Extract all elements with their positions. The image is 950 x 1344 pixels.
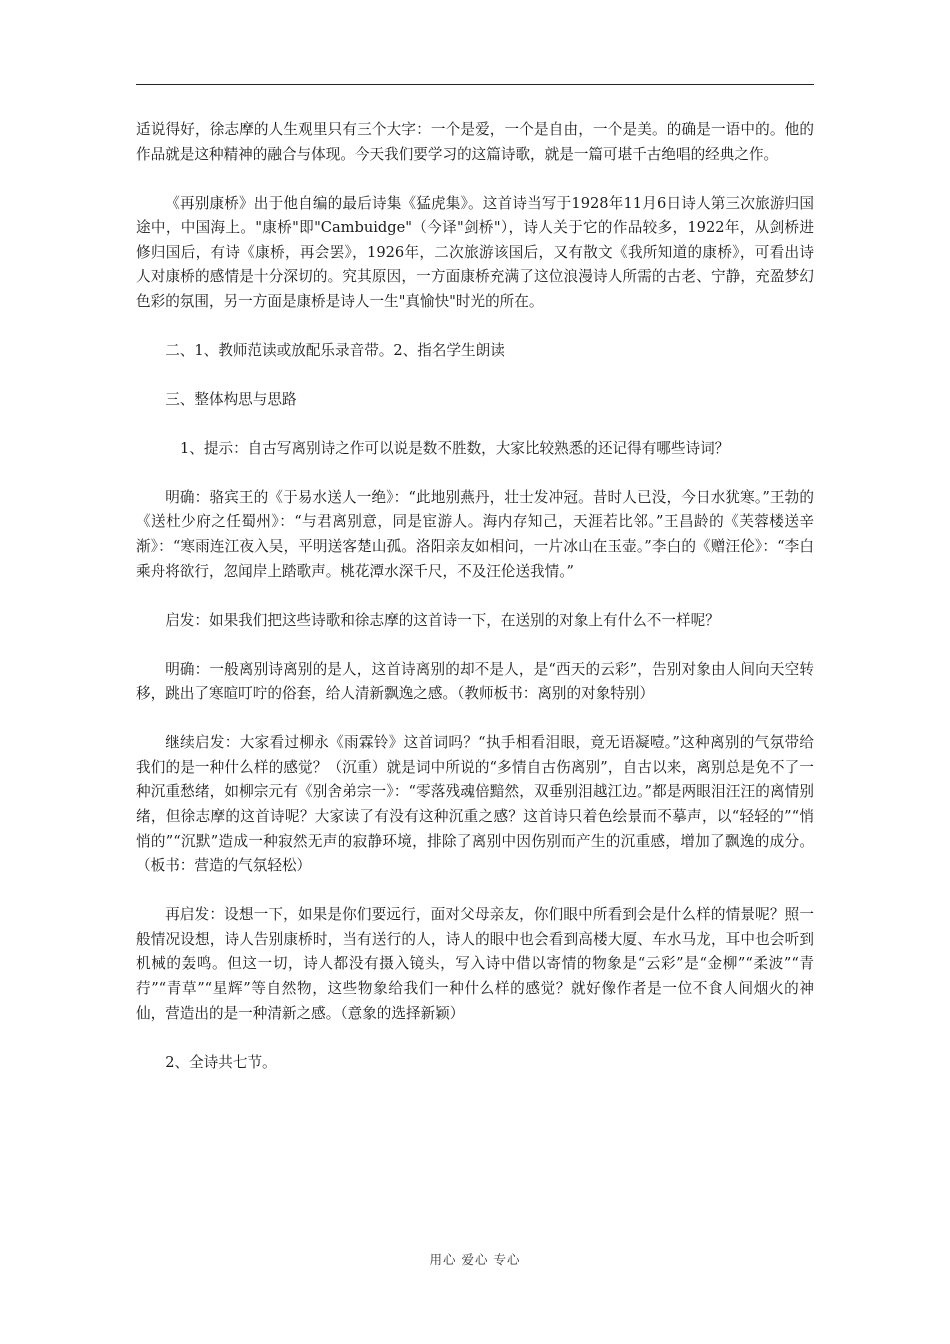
paragraph-continue-inspire: 继续启发：大家看过柳永《雨霖铃》这首词吗？“执手相看泪眼，竟无语凝噎。”这种离别的气氛带给我们的是一种什么样的感觉？（沉重）就是词中所说的“多情自古伤离别”，自古以来，离别总是免不了一种沉重愁绪，如柳宗元有《别舍弟宗一》：“零落残魂倍黯然，双垂别泪越江边。”都是两眼泪汪汪的离情别绪，但徐志摩的这首诗呢？大家读了有没有这种沉重之感？这首诗只着色绘景而不摹声，以“轻轻的”“悄悄的”“沉默”造成一种寂然无声的寂静环境，排除了离别中因伤别而产生的沉重感，增加了飘逸的成分。（板书：营造的气氛轻松） — [136, 734, 814, 875]
paragraph-seven-sections: 2、全诗共七节。 — [165, 1053, 277, 1071]
paragraph-inspire-again: 再启发：设想一下，如果是你们要远行，面对父母亲友，你们眼中所看到会是什么样的情景呢？照一般情况设想，诗人告别康桥时，当有送行的人，诗人的眼中也会看到高楼大厦、车水马龙，耳中也会听到机械的轰鸣。但这一切，诗人都没有摄入镜头，写入诗中借以寄情的物象是“云彩”是“金柳”“柔波”“青荇”“青草”“星辉”等自然物，这些物象给我们一种什么样的感觉？就好像作者是一位不食人间烟火的神仙，营造出的是一种清新之感。（意象的选择新颖） — [136, 906, 814, 1022]
section-heading-structure: 三、整体构思与思路 — [165, 390, 297, 408]
page-footer: 用心 爱心 专心 — [429, 1252, 521, 1267]
paragraph-step-two: 二、1、教师范读或放配乐录音带。2、指名学生朗读 — [165, 341, 505, 359]
paragraph-intro-continued: 适说得好，徐志摩的人生观里只有三个大字：一个是爱，一个是自由，一个是美。的确是一语中的。他的作品就是这种精神的融合与体现。今天我们要学习的这篇诗歌，就是一篇可堪千古绝唱的经典之作。 — [136, 121, 814, 163]
paragraph-background: 《再别康桥》出于他自编的最后诗集《猛虎集》。这首诗当写于1928年11月6日诗人第三次旅游归国途中，中国海上。"康桥"即"Cambuidge"（今译"剑桥"），诗人关于它的作品较多，1922年，从剑桥进修归国后，有诗《康桥，再会罢》，1926年，二次旅游该国后，又有散文《我所知道的康桥》，可看出诗人对康桥的感情是十分深切的。究其原因，一方面康桥充满了这位浪漫诗人所需的古老、宁静，充盈梦幻色彩的氛围，另一方面是康桥是诗人一生"真愉快"时光的所在。 — [136, 194, 814, 310]
paragraph-clarify-object: 明确：一般离别诗离别的是人，这首诗离别的却不是人，是“西天的云彩”，告别对象由人间向天空转移，跳出了寒暄叮咛的俗套，给人清新飘逸之感。（教师板书：离别的对象特别） — [136, 660, 814, 703]
header-rule — [136, 84, 814, 85]
paragraph-prompt-one: 1、提示：自古写离别诗之作可以说是数不胜数，大家比较熟悉的还记得有哪些诗词？ — [180, 439, 730, 457]
paragraph-clarify-poems: 明确：骆宾王的《于易水送人一绝》：“此地别燕丹，壮士发冲冠。昔时人已没，今日水犹寒。”王勃的《送杜少府之任蜀州》：“与君离别意，同是宦游人。海内存知己，天涯若比邻。”王昌龄的《芙蓉楼送辛渐》：“寒雨连江夜入吴，平明送客楚山孤。洛阳亲友如相问，一片冰山在玉壶。”李白的《赠汪伦》：“李白乘舟将欲行，忽闻岸上踏歌声。桃花潭水深千尺，不及汪伦送我情。” — [136, 488, 814, 580]
document-body — [136, 118, 814, 1100]
paragraph-inspire: 启发：如果我们把这些诗歌和徐志摩的这首诗一下，在送别的对象上有什么不一样呢？ — [165, 611, 720, 629]
